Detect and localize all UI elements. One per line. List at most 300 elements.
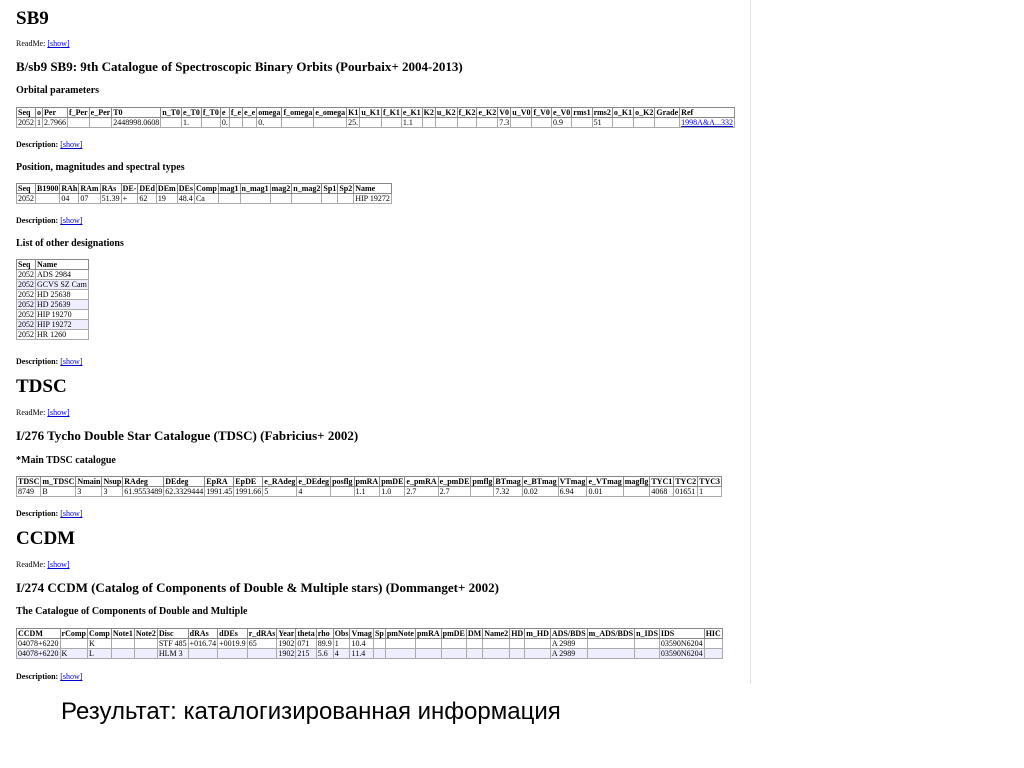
- column-header: dDEs: [218, 629, 248, 639]
- page-edge-divider: [750, 0, 751, 684]
- table-cell: 4: [297, 487, 331, 497]
- column-header: rho: [316, 629, 333, 639]
- table-cell: +016.74: [189, 639, 217, 648]
- sb9-catalog-title: B/sb9 SB9: 9th Catalogue of Spectroscopic Binary Orbits (Pourbaix+ 2004-2013): [16, 59, 463, 74]
- column-header: rms1: [573, 108, 591, 117]
- table-cell: 1902: [278, 639, 295, 648]
- column-header: m_HD: [526, 629, 549, 638]
- column-header: HIC: [705, 629, 721, 638]
- vizier-results-page: [16, 0, 750, 684]
- table-cell: [612, 118, 633, 128]
- column-header: Sp1: [323, 184, 337, 193]
- ccdm-table: [16, 628, 723, 659]
- column-header: Note2: [135, 629, 156, 638]
- table-cell: 2.7: [405, 487, 438, 497]
- column-header: e_omega: [315, 108, 346, 117]
- table-cell: 2.7: [438, 487, 471, 497]
- table-cell: [385, 649, 415, 659]
- column-header: n_T0: [162, 108, 180, 117]
- readme-label: ReadMe:: [16, 39, 46, 48]
- table-cell: [36, 194, 60, 204]
- table-cell: [466, 649, 482, 659]
- table-row: [17, 270, 89, 280]
- table-cell: 25.: [348, 118, 359, 127]
- table-cell: HLM 3: [157, 649, 188, 659]
- table-cell: 6.94: [558, 487, 587, 497]
- column-header: f_K1: [383, 108, 400, 117]
- table-cell: ADS 2984: [36, 270, 89, 280]
- table-cell: [243, 118, 257, 128]
- table-cell: 1: [698, 487, 722, 497]
- table-cell: 071: [296, 639, 316, 649]
- readme-show-link[interactable]: [show]: [47, 408, 70, 417]
- reference-link[interactable]: 1998A&A...332: [681, 118, 733, 127]
- column-header: e_K1: [402, 108, 421, 117]
- table-cell: [525, 649, 551, 659]
- table-cell: [435, 118, 457, 128]
- table-cell: [218, 649, 248, 659]
- table-cell: 4: [333, 649, 350, 659]
- column-header: K1: [348, 108, 359, 117]
- table-cell: 04: [60, 194, 79, 204]
- description-label: Description:: [16, 216, 59, 225]
- table-cell: [89, 118, 112, 128]
- column-header: BTmag: [495, 477, 521, 486]
- table-cell: [60, 639, 87, 649]
- column-header: Comp: [195, 184, 217, 193]
- column-header: f_V0: [533, 108, 550, 117]
- column-header: pmRA: [355, 477, 379, 486]
- sb9-readme: [16, 39, 70, 49]
- table-cell: L: [87, 649, 111, 659]
- column-header: Nsup: [103, 477, 122, 486]
- table-row: [17, 194, 392, 204]
- column-header: IDS: [659, 629, 704, 639]
- column-header: DE-: [122, 184, 137, 193]
- table-cell: A 2989: [550, 649, 587, 659]
- table-cell: [415, 639, 441, 649]
- table-cell: [441, 639, 466, 649]
- table-cell: 7.3: [499, 118, 510, 127]
- table-cell: [240, 194, 270, 204]
- column-header: r_dRAs: [248, 629, 276, 638]
- designations-title: List of other designations: [16, 238, 124, 249]
- table-cell: [525, 639, 551, 649]
- table-cell: 04078+6220: [18, 639, 59, 648]
- column-header: Seq: [17, 260, 36, 270]
- column-header: Name2: [484, 629, 509, 638]
- column-header: DM: [467, 629, 482, 638]
- description-show-link[interactable]: [show]: [60, 216, 83, 225]
- table-cell: 1.0: [380, 487, 405, 497]
- table-cell: 51: [592, 118, 612, 128]
- column-header: f_T0: [202, 108, 219, 117]
- column-header: e_Per: [90, 108, 111, 117]
- table-cell: [111, 649, 134, 659]
- table-cell: 2052: [18, 310, 34, 319]
- table-cell: [134, 639, 157, 649]
- table-cell: [282, 118, 314, 128]
- table-cell: HR 1260: [36, 330, 89, 340]
- column-header: u_K2: [436, 108, 456, 117]
- column-header: pmRA: [416, 629, 440, 638]
- column-header: TYC2: [675, 477, 697, 486]
- table-cell: +: [121, 194, 138, 204]
- column-header: Disc: [157, 629, 188, 639]
- table-cell: [338, 194, 354, 204]
- table-cell: [704, 639, 722, 649]
- table-row: [17, 118, 735, 128]
- table-cell: [373, 639, 385, 649]
- column-header: rComp: [61, 629, 86, 638]
- column-header: DEs: [178, 184, 193, 193]
- table-cell: 2052: [18, 330, 34, 339]
- table-cell: 7.32: [494, 487, 522, 497]
- table-cell: [111, 639, 134, 649]
- table-cell: [314, 118, 347, 128]
- tdsc-main-title: *Main TDSC catalogue: [16, 455, 116, 466]
- table-cell: [511, 118, 532, 128]
- table-cell: HIP 19270: [36, 310, 89, 320]
- table-cell: [188, 649, 218, 659]
- column-header: f_Per: [69, 108, 88, 117]
- table-cell: 1.: [182, 118, 202, 128]
- column-header: e_e: [244, 108, 256, 117]
- table-cell: [483, 649, 510, 659]
- position-table: [16, 183, 392, 204]
- column-header: Sp2: [339, 184, 353, 193]
- orbital-parameters-table-wrap: [16, 107, 750, 128]
- table-cell: [229, 118, 242, 128]
- table-cell: 65: [247, 639, 277, 649]
- tdsc-catalog-title: I/276 Tycho Double Star Catalogue (TDSC) (Fabricius+ 2002): [16, 428, 359, 443]
- table-cell: A 2989: [550, 639, 587, 649]
- column-header: CCDM: [17, 629, 61, 639]
- column-header: e_K2: [478, 108, 497, 117]
- table-cell: 61.9553489: [124, 487, 163, 496]
- column-header: Per: [43, 108, 68, 118]
- table-row: [17, 320, 89, 330]
- table-cell: [441, 649, 466, 659]
- column-header: o_K1: [613, 108, 633, 117]
- table-cell: [623, 487, 650, 497]
- tdsc-description: [16, 509, 82, 519]
- table-cell: 0.9: [551, 118, 571, 128]
- table-cell: 03590N6204: [660, 639, 703, 648]
- table-cell: [270, 194, 292, 204]
- slide-caption: Результат: каталогизированная информация: [61, 698, 561, 725]
- table-row: [17, 300, 89, 310]
- column-header: theta: [297, 629, 315, 638]
- orbital-parameters-title: Orbital parameters: [16, 85, 100, 96]
- table-cell: 5: [263, 487, 297, 497]
- table-cell: 89.9: [317, 639, 332, 648]
- column-header: e_pmDE: [439, 477, 470, 486]
- position-title: Position, magnitudes and spectral types: [16, 162, 185, 173]
- table-cell: 2052: [18, 280, 34, 289]
- table-cell: [634, 118, 655, 128]
- column-header: pmDE: [381, 477, 404, 486]
- column-header: m_TDSC: [42, 477, 75, 486]
- column-header: Grade: [656, 108, 679, 117]
- readme-show-link[interactable]: [show]: [47, 39, 70, 48]
- table-cell: 62.3329444: [165, 487, 204, 496]
- column-header: Sp: [374, 629, 384, 638]
- column-header: pmflg: [472, 477, 493, 486]
- column-header: B1900: [37, 184, 59, 193]
- table-cell: HIP 19272: [355, 194, 390, 203]
- designations-table: [16, 259, 89, 340]
- table-cell: [360, 118, 382, 128]
- table-cell: [635, 639, 660, 649]
- readme-label: ReadMe:: [16, 408, 46, 417]
- table-cell: 4068: [650, 487, 674, 497]
- table-cell: [587, 649, 634, 659]
- column-header: DEm: [157, 184, 176, 193]
- table-cell: 48.4: [178, 194, 193, 203]
- column-header: magflg: [624, 477, 649, 486]
- table-cell: [680, 118, 735, 128]
- table-cell: [635, 649, 660, 659]
- designations-table-wrap: [16, 259, 89, 340]
- column-header: m_ADS/BDS: [588, 629, 634, 638]
- table-cell: [587, 639, 634, 649]
- table-cell: 0.01: [587, 487, 623, 497]
- table-cell: Ca: [194, 194, 218, 204]
- tdsc-heading: TDSC: [16, 376, 67, 397]
- table-cell: [134, 649, 157, 659]
- table-cell: 62: [138, 194, 157, 204]
- column-header: u_K1: [361, 108, 380, 117]
- column-header: HD: [511, 629, 524, 638]
- table-cell: 0.: [221, 118, 228, 127]
- table-cell: 11.4: [350, 649, 373, 659]
- table-cell: [655, 118, 680, 128]
- column-header: K2: [423, 108, 434, 117]
- table-cell: 2.7966: [44, 118, 66, 127]
- readme-label: ReadMe:: [16, 560, 46, 569]
- column-header: Nmain: [77, 477, 101, 486]
- table-cell: [483, 639, 510, 649]
- table-cell: 5.6: [316, 649, 333, 659]
- table-row: [17, 639, 723, 649]
- column-header: e_V0: [552, 108, 571, 117]
- orbital-parameters-table: [16, 107, 735, 128]
- ccdm-main-title: The Catalogue of Components of Double and Multiple: [16, 606, 248, 617]
- table-cell: HIP 19272: [36, 320, 89, 330]
- table-row: [17, 280, 89, 290]
- column-header: TDSC: [18, 477, 40, 486]
- table-row: [17, 310, 89, 320]
- column-header: V0: [499, 108, 510, 117]
- position-table-wrap: [16, 183, 392, 204]
- table-cell: 2052: [18, 118, 34, 127]
- table-row: [17, 649, 723, 659]
- column-header: Year: [278, 629, 295, 638]
- column-header: f_K2: [458, 108, 476, 117]
- table-cell: K: [60, 649, 87, 659]
- tdsc-table-wrap: [16, 476, 750, 497]
- column-header: e_VTmag: [588, 477, 622, 486]
- table-cell: 19: [156, 194, 177, 204]
- description-show-link[interactable]: [show]: [60, 357, 83, 366]
- table-cell: +0019.9: [219, 639, 246, 648]
- column-header: f_e: [230, 108, 242, 117]
- table-cell: 1991.66: [235, 487, 262, 496]
- table-cell: 10.4: [350, 639, 373, 649]
- table-cell: [422, 118, 435, 128]
- column-header: TYC3: [699, 477, 720, 486]
- column-header: e_DEdeg: [298, 477, 330, 486]
- column-header: Comp: [88, 629, 110, 638]
- ccdm-catalog-title: I/274 CCDM (Catalog of Components of Double & Multiple stars) (Dommanget+ 2002): [16, 580, 499, 595]
- sb9-heading: SB9: [16, 8, 49, 29]
- column-header: ADS/BDS: [551, 629, 586, 638]
- table-cell: 2052: [18, 300, 34, 309]
- table-cell: [704, 649, 722, 659]
- table-cell: [201, 118, 220, 128]
- table-cell: 3: [102, 487, 123, 497]
- column-header: e: [220, 108, 229, 118]
- column-header: mag1: [219, 184, 239, 193]
- table-cell: 1.1: [401, 118, 422, 128]
- column-header: RAm: [80, 184, 99, 193]
- table-cell: [331, 487, 354, 497]
- table-cell: 2448998.0608: [113, 118, 160, 127]
- table-cell: [572, 118, 592, 128]
- table-cell: [466, 639, 482, 649]
- table-cell: 51.39: [101, 194, 120, 203]
- table-cell: B: [41, 487, 76, 497]
- column-header: posflg: [332, 477, 353, 486]
- table-cell: HD 25638: [36, 290, 89, 300]
- ccdm-heading: CCDM: [16, 528, 76, 549]
- table-cell: [510, 639, 525, 649]
- table-row: [17, 290, 89, 300]
- column-header: o_K2: [635, 108, 654, 117]
- column-header: n_mag1: [241, 184, 269, 193]
- table-cell: [385, 639, 415, 649]
- table-cell: HD 25639: [36, 300, 89, 310]
- table-cell: 1: [333, 639, 350, 649]
- column-header: RAs: [100, 184, 121, 194]
- column-header: VTmag: [559, 477, 586, 486]
- description-show-link[interactable]: [show]: [60, 509, 83, 518]
- table-cell: [247, 649, 277, 659]
- column-header: Name: [354, 184, 392, 194]
- table-cell: 04078+6220: [18, 649, 59, 658]
- table-cell: [292, 194, 322, 204]
- column-header: Name: [36, 260, 89, 270]
- column-header: n_IDS: [636, 629, 658, 638]
- column-header: RAh: [61, 184, 78, 193]
- column-header: pmNote: [386, 629, 414, 638]
- readme-show-link[interactable]: [show]: [47, 560, 70, 569]
- column-header: RAdeg: [123, 477, 164, 487]
- column-header: EpRA: [205, 477, 234, 487]
- table-cell: [510, 649, 525, 659]
- table-cell: 215: [296, 649, 316, 659]
- column-header: e_BTmag: [523, 477, 557, 486]
- column-header: Seq: [17, 184, 36, 194]
- ccdm-table-wrap: [16, 628, 750, 659]
- table-cell: 2052: [18, 290, 34, 299]
- table-cell: 1902: [278, 649, 295, 658]
- column-header: Obs: [334, 629, 349, 638]
- column-header: DEd: [139, 184, 155, 193]
- orbital-description: [16, 140, 82, 150]
- table-cell: [161, 118, 182, 128]
- table-cell: 1: [37, 118, 41, 127]
- table-cell: [373, 649, 385, 659]
- column-header: mag2: [271, 184, 291, 193]
- table-cell: 2052: [18, 194, 34, 203]
- table-cell: 01651: [674, 487, 698, 497]
- column-header: u_V0: [512, 108, 531, 117]
- description-show-link[interactable]: [show]: [60, 672, 83, 681]
- table-row: [17, 330, 89, 340]
- table-cell: STF 485: [158, 639, 187, 648]
- table-cell: [477, 118, 498, 128]
- table-cell: 3: [76, 487, 102, 497]
- column-header: rms2: [593, 108, 611, 117]
- tdsc-table: [16, 476, 722, 497]
- ccdm-description: [16, 672, 82, 682]
- table-cell: [532, 118, 551, 128]
- table-cell: [68, 118, 90, 128]
- table-cell: 03590N6204: [660, 649, 703, 658]
- column-header: Seq: [17, 108, 36, 118]
- position-description: [16, 216, 82, 226]
- column-header: DEdeg: [164, 477, 205, 487]
- table-row: [17, 487, 722, 497]
- column-header: omega: [258, 108, 281, 117]
- description-label: Description:: [16, 509, 59, 518]
- table-cell: [322, 194, 338, 204]
- tdsc-readme: [16, 408, 70, 418]
- table-cell: GCVS SZ Cam: [37, 280, 87, 289]
- description-show-link[interactable]: [show]: [60, 140, 83, 149]
- column-header: T0: [112, 108, 161, 118]
- column-header: e_RAdeg: [264, 477, 296, 486]
- column-header: dRAs: [188, 629, 218, 639]
- table-cell: K: [87, 639, 111, 649]
- column-header: Ref: [680, 108, 735, 118]
- table-cell: [382, 118, 402, 128]
- table-cell: 1991.45: [206, 487, 233, 496]
- column-header: o: [37, 108, 41, 117]
- table-cell: 2052: [18, 270, 34, 279]
- description-label: Description:: [16, 357, 59, 366]
- table-cell: 07: [79, 194, 100, 204]
- table-cell: [457, 118, 477, 128]
- column-header: EpDE: [234, 477, 263, 487]
- column-header: e_pmRA: [406, 477, 437, 486]
- table-cell: [218, 194, 240, 204]
- table-cell: 0.: [257, 118, 282, 128]
- column-header: n_mag2: [293, 184, 321, 193]
- table-cell: 1.1: [354, 487, 380, 497]
- column-header: pmDE: [442, 629, 465, 638]
- designations-description: [16, 357, 82, 367]
- table-cell: 0.02: [522, 487, 558, 497]
- table-cell: 8749: [17, 487, 41, 497]
- description-label: Description:: [16, 672, 59, 681]
- table-cell: 2052: [18, 320, 34, 329]
- ccdm-readme: [16, 560, 70, 570]
- column-header: TYC1: [651, 477, 673, 486]
- table-cell: [471, 487, 494, 497]
